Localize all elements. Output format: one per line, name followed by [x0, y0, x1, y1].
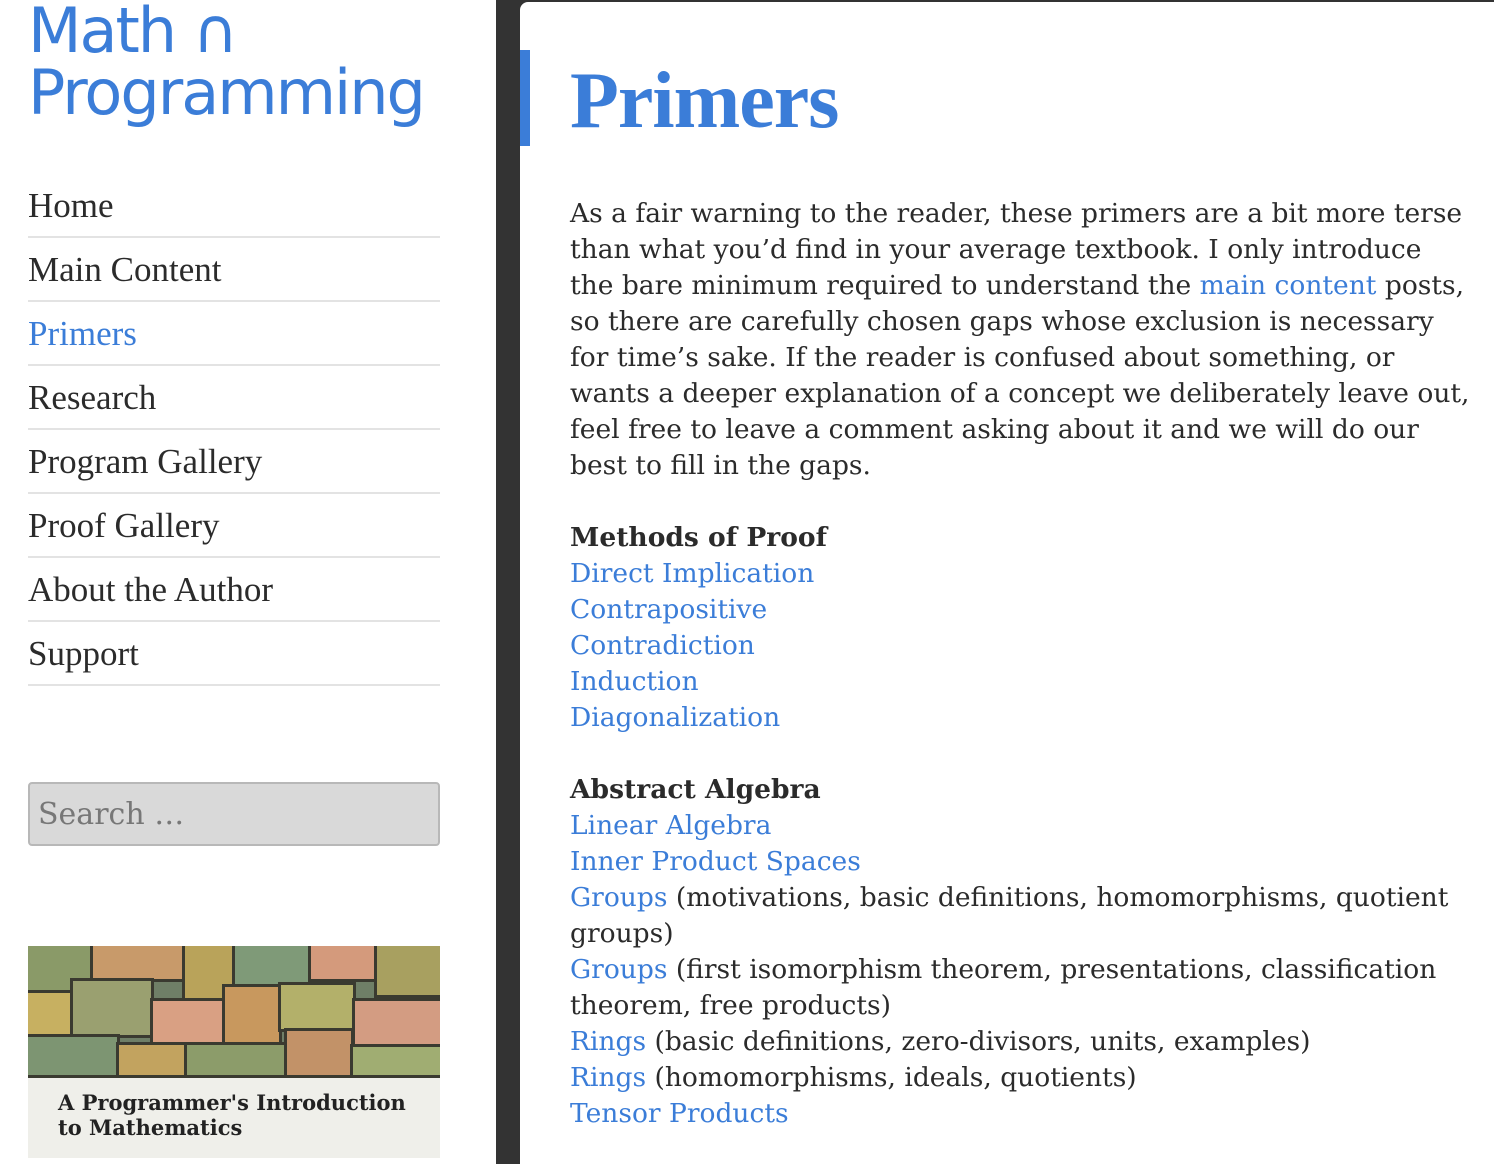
list-item: [570, 844, 1470, 880]
list-item: [570, 1024, 1470, 1060]
nav-item-research: [28, 366, 440, 430]
nav-item-proof-gallery: [28, 494, 440, 558]
section-abstract-algebra: [570, 772, 1470, 1132]
primer-link[interactable]: Contrapositive: [570, 594, 768, 625]
list-item: [570, 808, 1470, 844]
list-item: [570, 700, 1470, 736]
section-heading: Abstract Algebra: [570, 774, 821, 805]
intro-paragraph: [570, 196, 1470, 484]
nav-link-about-author[interactable]: About the Author: [28, 570, 273, 609]
primer-link[interactable]: Tensor Products: [570, 1098, 789, 1129]
primer-link[interactable]: Groups: [570, 882, 668, 913]
nav-item-primers: [28, 302, 440, 366]
nav-item-program-gallery: [28, 430, 440, 494]
nav-link-program-gallery[interactable]: Program Gallery: [28, 442, 263, 481]
nav-link-home[interactable]: Home: [28, 186, 114, 225]
primer-note: (homomorphisms, ideals, quotients): [646, 1062, 1137, 1093]
primer-link[interactable]: Direct Implication: [570, 558, 815, 589]
site-title-link[interactable]: [28, 0, 468, 129]
primer-link[interactable]: Groups: [570, 954, 668, 985]
primer-note: (basic definitions, zero-divisors, units, examples): [646, 1026, 1311, 1057]
sidebar: [0, 0, 496, 1164]
list-item: [570, 556, 1470, 592]
main-content: [570, 196, 1470, 1164]
nav-link-proof-gallery[interactable]: Proof Gallery: [28, 506, 220, 545]
primer-link[interactable]: Inner Product Spaces: [570, 846, 861, 877]
section-methods-of-proof: [570, 520, 1470, 736]
list-item: [570, 628, 1470, 664]
nav-item-home: [28, 174, 440, 238]
book-title: A Programmer's Introduction to Mathematics: [58, 1090, 406, 1140]
list-item: [570, 664, 1470, 700]
nav-link-support[interactable]: Support: [28, 634, 139, 673]
primer-note: (first isomorphism theorem, presentations, classification theorem, free products): [570, 954, 1437, 1021]
primer-link[interactable]: Contradiction: [570, 630, 755, 661]
site-title-line1: Math ∩: [28, 0, 237, 67]
list-item: [570, 1096, 1470, 1132]
site-title-line2: Programming: [28, 56, 424, 129]
search-input[interactable]: [28, 782, 440, 846]
nav-item-support: [28, 622, 440, 686]
nav-item-main-content: [28, 238, 440, 302]
intro-text-before: As a fair warning to the reader, these primers are a bit more terse than what you’d find in your average textbook. I only introduce the bare minimum required to understand the: [570, 198, 1463, 301]
nav-link-main-content[interactable]: Main Content: [28, 250, 222, 289]
book-cover-ad[interactable]: [28, 946, 440, 1158]
primer-link[interactable]: Rings: [570, 1026, 647, 1057]
list-item: [570, 952, 1470, 1024]
nav-link-primers[interactable]: Primers: [28, 314, 137, 353]
primer-link[interactable]: Diagonalization: [570, 702, 781, 733]
nav-link-research[interactable]: Research: [28, 378, 157, 417]
main-content-link[interactable]: main content: [1199, 270, 1377, 301]
primer-note: (motivations, basic definitions, homomorphisms, quotient groups): [570, 882, 1449, 949]
main-nav: [28, 174, 440, 686]
list-item: [570, 592, 1470, 628]
intro-text-after: posts, so there are carefully chosen gaps whose exclusion is necessary for time’s sake. If the reader is confused about something, or wants a deeper explanation of a concept we deliberately leave out, feel free to leave a comment asking about it and we will do our best to fill in the gaps.: [570, 270, 1470, 481]
book-cover-image: [28, 946, 440, 1074]
list-item: [570, 1060, 1470, 1096]
list-item: [570, 880, 1470, 952]
nav-item-about-author: [28, 558, 440, 622]
page-title: Primers: [570, 57, 839, 145]
title-accent-bar: [520, 50, 530, 146]
primer-link[interactable]: Rings: [570, 1062, 647, 1093]
primer-link[interactable]: Induction: [570, 666, 699, 697]
section-heading: Methods of Proof: [570, 522, 827, 553]
primer-link[interactable]: Linear Algebra: [570, 810, 772, 841]
